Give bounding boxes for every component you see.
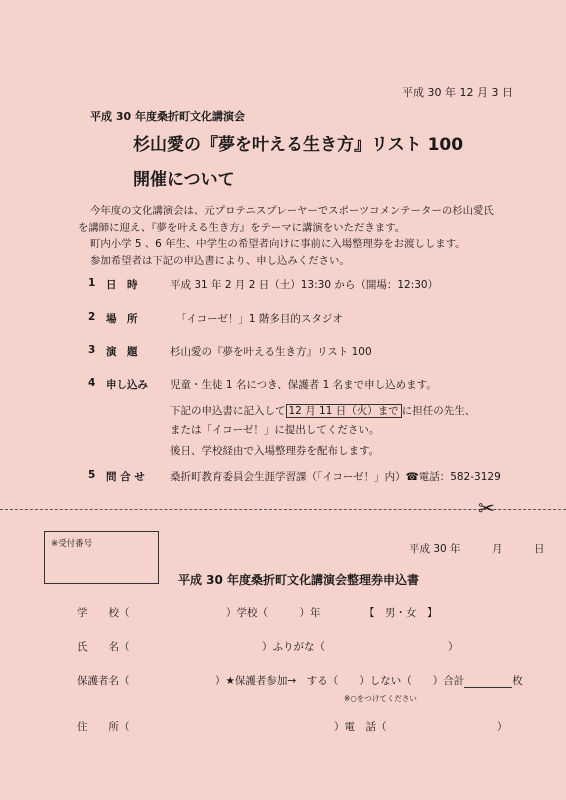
item-label-topic: 演 題 (106, 346, 138, 358)
intro-line: 町内小学 5 、6 年生、中学生の希望者向けに事前に入場整理券をお渡しします。 (90, 238, 466, 250)
furigana-field[interactable]: ）ふりがな（ (262, 641, 325, 653)
item-label-contact: 問 合 せ (106, 471, 145, 483)
phone-field[interactable]: ）電 話（ (334, 721, 387, 733)
deadline-box: 12 月 11 日（火）まで (286, 404, 402, 418)
phone-close: ） (497, 721, 508, 733)
notice-date: 平成 30 年 12 月 3 日 (402, 86, 513, 99)
ticket-count-blank[interactable] (464, 677, 512, 688)
item-value-apply: 児童・生徒 1 名につき、保護者 1 名まで申し込めます。 (170, 379, 437, 391)
guardian-attend-text: ）★保護者参加→ する（ ）しない（ ）合計 (215, 675, 465, 687)
receipt-number-box (44, 531, 159, 584)
item-number: 3 (88, 344, 96, 356)
item-value-topic: 杉山愛の『夢を叶える生き方』リスト 100 (170, 346, 372, 358)
form-date: 平成 30 年 月 日 (409, 543, 545, 555)
school-label: 学 校（ (77, 607, 130, 619)
count-unit: 枚 (512, 675, 523, 687)
item-value-datetime: 平成 31 年 2 月 2 日（土）13:30 から（開場：12:30） (170, 279, 439, 291)
item-label-apply: 申し込み (106, 379, 148, 391)
guardian-label: 保護者名（ (77, 675, 130, 687)
gender-select[interactable]: 【 男・女 】 (364, 607, 438, 619)
apply-line-text: に担任の先生、 (401, 405, 476, 417)
guardian-attend-field[interactable] (215, 673, 523, 688)
apply-instructions (170, 403, 475, 418)
intro-line: を講師に迎え、『夢を叶える生き方』をテーマに講演をいただきます。 (78, 221, 406, 234)
intro-line: 参加希望者は下記の申込書により、申し込みください。 (90, 254, 350, 267)
school-grade-field[interactable]: ）学校（ ）年 (226, 607, 321, 619)
item-value-venue: 「イコーゼ！」1 階多目的スタジオ (176, 313, 343, 325)
item-value-contact: 桑折町教育委員会生涯学習課（「イコーゼ！」内）☎電話：582-3129 (170, 471, 501, 483)
item-label-datetime: 日 時 (106, 279, 138, 291)
title-line-1: 杉山愛の『夢を叶える生き方』リスト 100 (133, 135, 464, 155)
apply-line-2: または「イコーゼ！」に提出してください。 (170, 424, 380, 436)
title-line-2: 開催について (133, 170, 235, 190)
event-subtitle: 平成 30 年度桑折町文化講演会 (90, 110, 245, 123)
item-number: 1 (88, 277, 96, 289)
name-label: 氏 名（ (77, 641, 130, 653)
intro-paragraph (78, 203, 494, 269)
item-number: 2 (88, 311, 96, 323)
item-label-venue: 場 所 (106, 313, 138, 325)
address-label: 住 所（ (77, 721, 130, 733)
apply-line-text: 下記の申込書に記入して (170, 405, 286, 417)
item-number: 5 (88, 469, 96, 481)
circle-note: ※○をつけてください (344, 694, 417, 703)
item-number: 4 (88, 377, 96, 389)
apply-line-3: 後日、学校経由で入場整理券を配布します。 (170, 445, 380, 457)
intro-line: 今年度の文化講演会は、元プロテニスプレーヤーでスポーツコメンテーターの杉山愛氏 (90, 205, 494, 217)
form-title: 平成 30 年度桑折町文化講演会整理券申込書 (178, 573, 420, 587)
receipt-label: ※受付番号 (51, 539, 93, 549)
scissors-icon: ✂ (478, 496, 495, 520)
furigana-close: ） (448, 641, 459, 653)
